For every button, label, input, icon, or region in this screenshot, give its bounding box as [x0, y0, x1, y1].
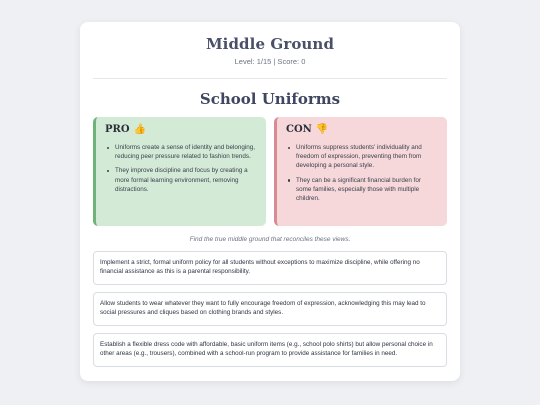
game-title: Middle Ground — [205, 35, 335, 53]
pro-point: They improve discipline and focus by creating a more formal learning environment, removing distractions. — [105, 166, 257, 194]
pro-point: Uniforms create a sense of identity and belonging, reducing peer pressure related to fashion trends. — [105, 143, 257, 161]
topic-title: School Uniforms — [199, 90, 341, 108]
pro-label: PRO — [105, 124, 130, 135]
pro-points — [105, 143, 257, 194]
argument-panels — [93, 117, 447, 226]
con-heading — [286, 124, 438, 135]
option-button-3[interactable]: Establish a flexible dress code with affordable, basic uniform items (e.g., school polo shirts) but allow personal choice in other areas (e.g., trousers), combined with a school-run program to provide assistance for families in need. — [93, 333, 447, 367]
game-card — [80, 22, 460, 381]
con-panel — [274, 117, 447, 226]
answer-options — [93, 251, 447, 367]
con-points — [286, 143, 438, 203]
option-button-2[interactable]: Allow students to wear whatever they want to fully encourage freedom of expression, acknowledging this may lead to social pressures and cliques based on clothing brands and styles. — [93, 292, 447, 326]
divider — [93, 78, 447, 79]
thumbs-down-icon: 👎 — [315, 124, 329, 135]
level-score: Level: 1/15 | Score: 0 — [234, 57, 306, 66]
con-point: Uniforms suppress students' individuality and freedom of expression, preventing them from developing a personal style. — [286, 143, 438, 171]
con-label: CON — [286, 124, 312, 135]
instruction-prompt: Find the true middle ground that reconciles these views. — [189, 236, 351, 243]
pro-heading — [105, 124, 257, 135]
thumbs-up-icon: 👍 — [133, 124, 146, 135]
option-button-1[interactable]: Implement a strict, formal uniform policy for all students without exceptions to maximize discipline, while offering no financial assistance as this is a parental responsibility. — [93, 251, 447, 285]
pro-panel — [93, 117, 266, 226]
con-point: They can be a significant financial burden for some families, especially those with multiple children. — [286, 176, 438, 204]
